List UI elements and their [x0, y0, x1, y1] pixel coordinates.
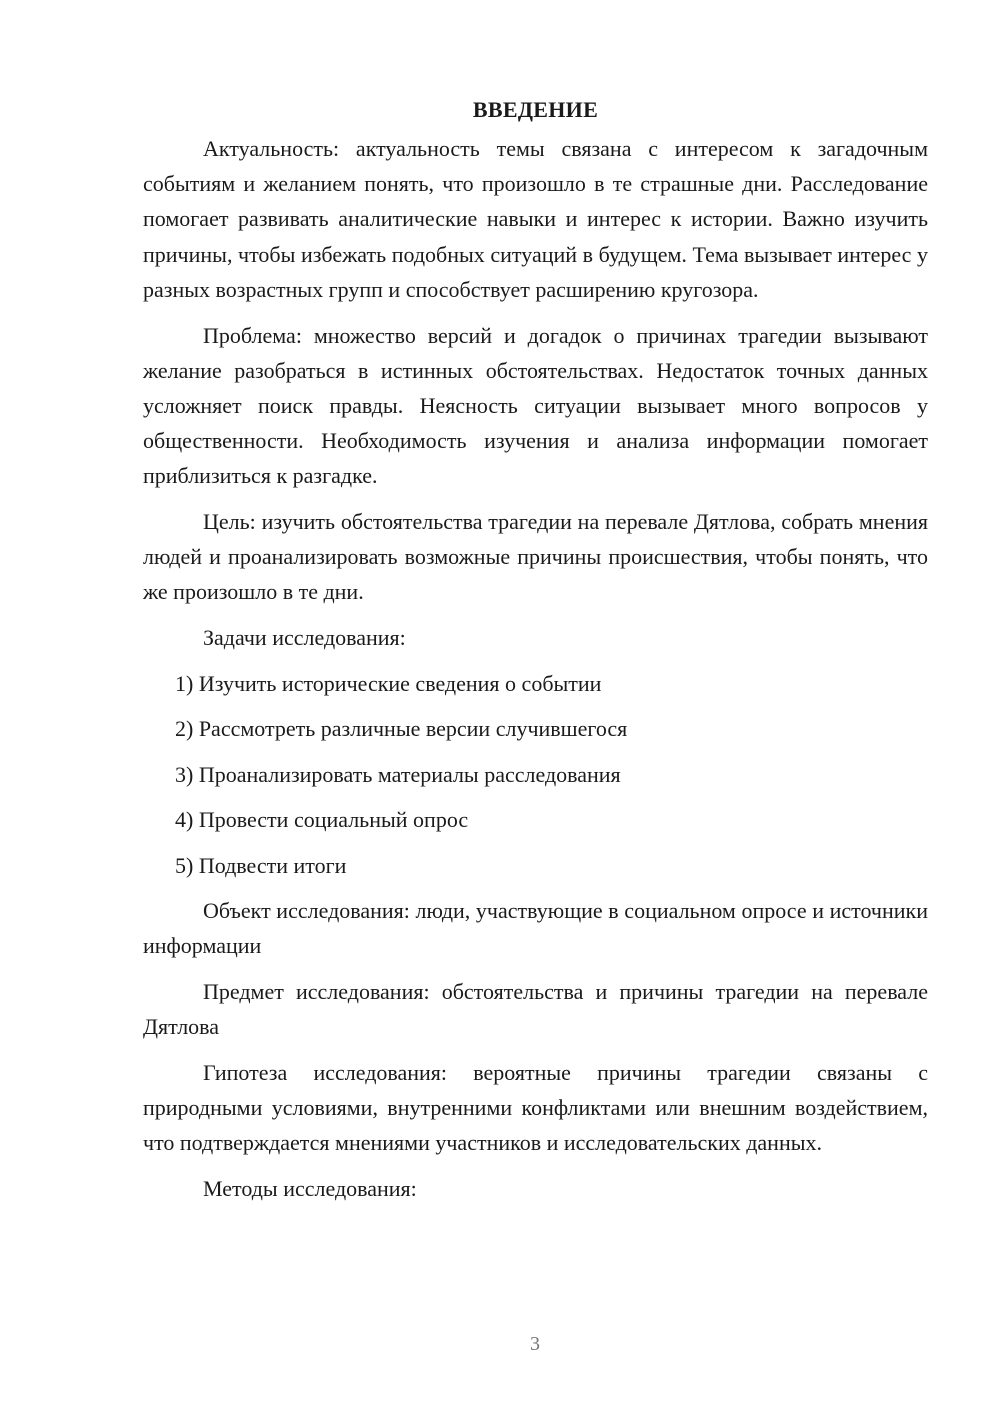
tasks-list — [143, 666, 928, 883]
list-item: 2) Рассмотреть различные версии случившегося — [175, 716, 628, 742]
page-number: 3 — [530, 1333, 540, 1355]
page-title: ВВЕДЕНИЕ — [472, 97, 599, 122]
methods-label: Методы исследования: — [203, 1176, 417, 1202]
tasks-label: Задачи исследования: — [203, 625, 406, 651]
list-item: 4) Провести социальный опрос — [175, 807, 469, 833]
hypothesis-paragraph: Гипотеза исследования: вероятные причины трагедии связаны с природными условиями, внутренними конфликтами или внешним воздействием, что подтверждается мнениями участников и исследовательских данных. — [143, 1059, 928, 1156]
subject-paragraph: Предмет исследования: обстоятельства и причины трагедии на перевале Дятлова — [143, 979, 928, 1040]
problem-paragraph: Проблема: множество версий и догадок о причинах трагедии вызывают желание разобраться в истинных обстоятельствах. Недостаток точных данных усложняет поиск правды. Неясность ситуации вызывает много вопросов у общественности. Необходимость изучения и анализа информации помогает приблизиться к разгадке. — [143, 322, 928, 489]
document-page — [143, 92, 928, 1217]
list-item: 3) Проанализировать материалы расследования — [175, 761, 621, 787]
object-paragraph: Объект исследования: люди, участвующие в социальном опросе и источники информации — [143, 898, 928, 959]
list-item: 1) Изучить исторические сведения о событии — [175, 670, 602, 696]
goal-paragraph: Цель: изучить обстоятельства трагедии на перевале Дятлова, собрать мнения людей и проанализировать возможные причины происшествия, чтобы понять, что же произошло в те дни. — [143, 509, 928, 605]
list-item: 5) Подвести итоги — [175, 852, 347, 878]
relevance-paragraph: Актуальность: актуальность темы связана с интересом к загадочным событиям и желанием понять, что произошло в те страшные дни. Расследование помогает развивать аналитические навыки и интерес к истории. Важно изучить причины, чтобы избежать подобных ситуаций в будущем. Тема вызывает интерес у разных возрастных групп и способствует расширению кругозора. — [143, 136, 928, 302]
